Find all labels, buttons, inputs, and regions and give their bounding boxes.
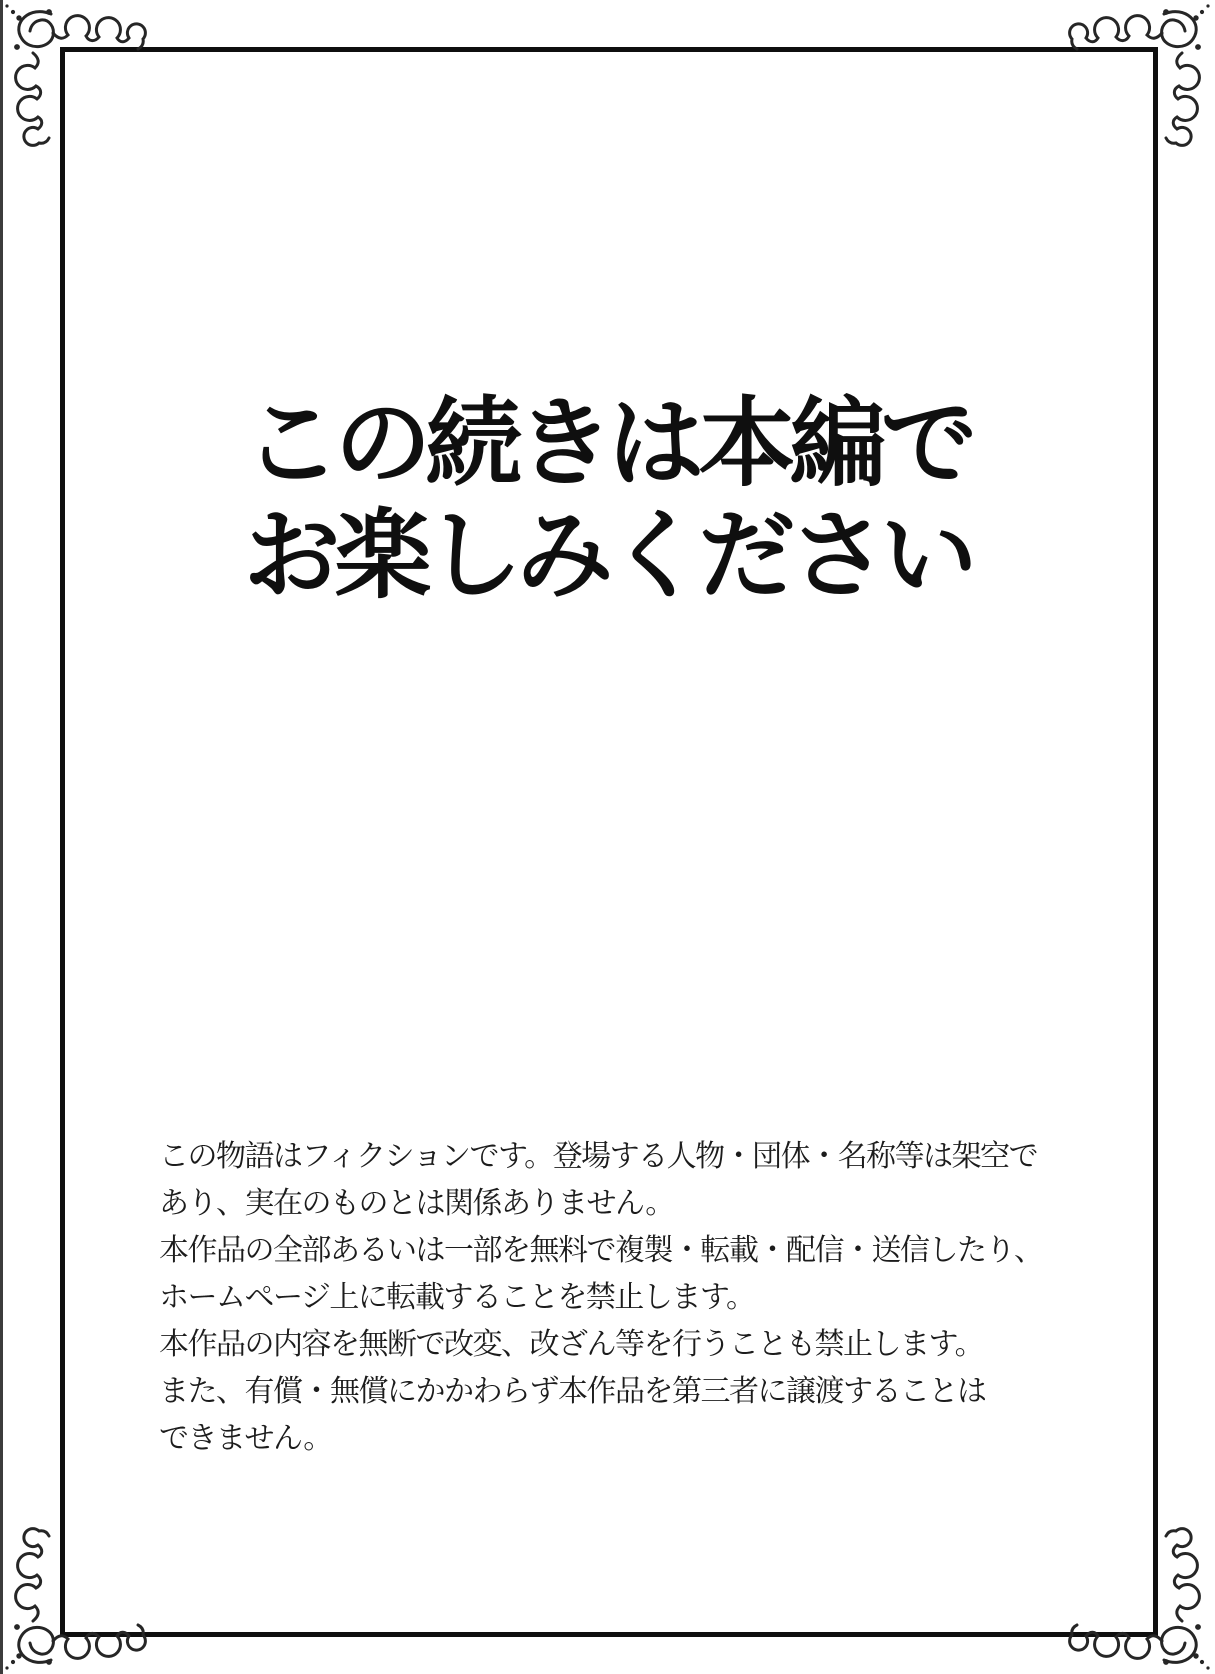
disclaimer-line: できません。 <box>159 1422 332 1455</box>
disclaimer-line: また、有償・無償にかかわらず本作品を第三者に譲渡することは <box>159 1375 986 1408</box>
title-line-1: この続きは本編で <box>243 389 972 498</box>
flourish-top-right-icon <box>1058 2 1213 157</box>
copyright-disclaimer <box>159 1133 1043 1462</box>
disclaimer-line: この物語はフィクションです。登場する人物・団体・名称等は架空で <box>159 1140 1038 1173</box>
disclaimer-line: 本作品の内容を無断で改変、改ざん等を行うことも禁止します。 <box>159 1328 984 1361</box>
page-left-edge-shadow <box>0 0 3 1674</box>
continuation-notice-title <box>0 388 1215 612</box>
disclaimer-line: あり、実在のものとは関係ありません。 <box>159 1187 674 1220</box>
disclaimer-line: 本作品の全部あるいは一部を無料で複製・転載・配信・送信したり、 <box>159 1234 1043 1267</box>
title-line-2: お楽しみください <box>243 501 972 610</box>
flourish-bottom-right-icon <box>1058 1517 1213 1672</box>
flourish-bottom-left-icon <box>2 1517 157 1672</box>
flourish-top-left-icon <box>2 2 157 157</box>
disclaimer-line: ホームページ上に転載することを禁止します。 <box>159 1281 755 1314</box>
